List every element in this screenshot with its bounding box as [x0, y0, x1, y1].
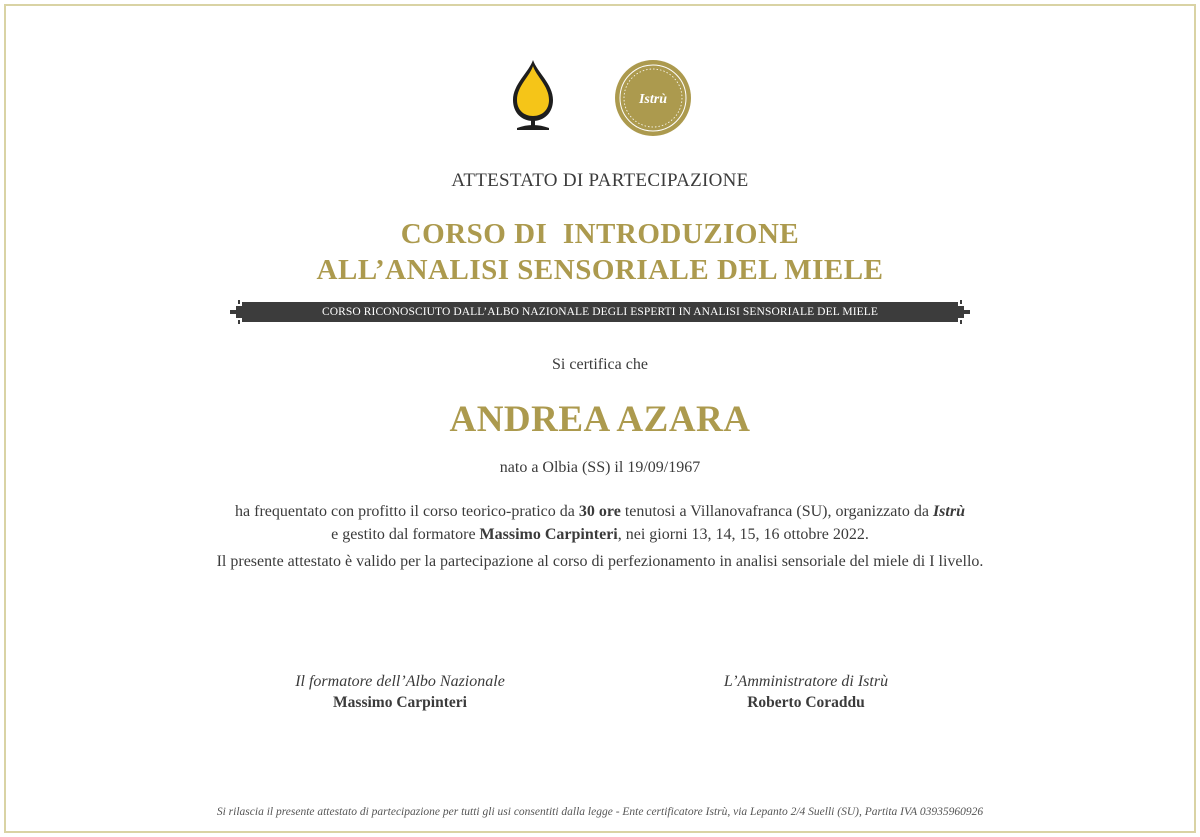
recipient-name: ANDREA AZARA — [449, 399, 751, 440]
attendance-line-2: e gestito dal formatore Massimo Carpinteri, nei giorni 13, 14, 15, 16 ottobre 2022. — [331, 526, 869, 543]
istru-seal-logo-icon — [614, 59, 692, 137]
legal-footer: Si rilascia il presente attestato di partecipazione per tutti gli usi consentiti dalla legge - Ente certificatore Istrù, via Lepanto 2/4 Suelli (SU), Partita IVA 03935960926 — [216, 806, 984, 818]
signature-name: Roberto Coraddu — [747, 694, 865, 711]
svg-text:Istrù: Istrù — [638, 92, 668, 107]
course-title — [0, 216, 1200, 288]
attendance-line-1: ha frequentato con profitto il corso teorico-pratico da 30 ore tenutosi a Villanovafranca (SU), organizzato da Istrù — [235, 503, 965, 520]
course-title-line-2: ALL’ANALISI SENSORIALE DEL MIELE — [316, 254, 884, 286]
logos-row — [0, 58, 1200, 138]
attendance-statement — [0, 500, 1200, 546]
course-title-line-1: CORSO DI INTRODUZIONE — [400, 218, 800, 250]
signature-role: Il formatore dell’Albo Nazionale — [295, 673, 505, 690]
signature-role: L’Amministratore di Istrù — [723, 673, 889, 690]
attestato-title: ATTESTATO DI PARTECIPAZIONE — [451, 170, 749, 191]
signature-administrator — [626, 672, 986, 714]
birth-info: nato a Olbia (SS) il 19/09/1967 — [499, 459, 701, 476]
recognition-banner — [230, 298, 970, 326]
banner-left-ornament-icon — [230, 298, 248, 326]
honey-drop-logo-icon — [507, 58, 559, 132]
course-hours: 30 ore — [578, 503, 621, 520]
recognition-text: CORSO RICONOSCIUTO DALL’ALBO NAZIONALE DEGLI ESPERTI IN ANALISI SENSORIALE DEL MIELE — [248, 302, 952, 322]
banner-right-ornament-icon — [952, 298, 970, 326]
validity-statement: Il presente attestato è valido per la partecipazione al corso di perfezionamento in analisi sensoriale del miele di I livello. — [216, 553, 984, 570]
organizer-name: Istrù — [932, 503, 965, 520]
trainer-name: Massimo Carpinteri — [479, 526, 618, 543]
signature-name: Massimo Carpinteri — [333, 694, 467, 711]
certify-intro: Si certifica che — [552, 356, 648, 373]
signature-trainer — [220, 672, 580, 714]
